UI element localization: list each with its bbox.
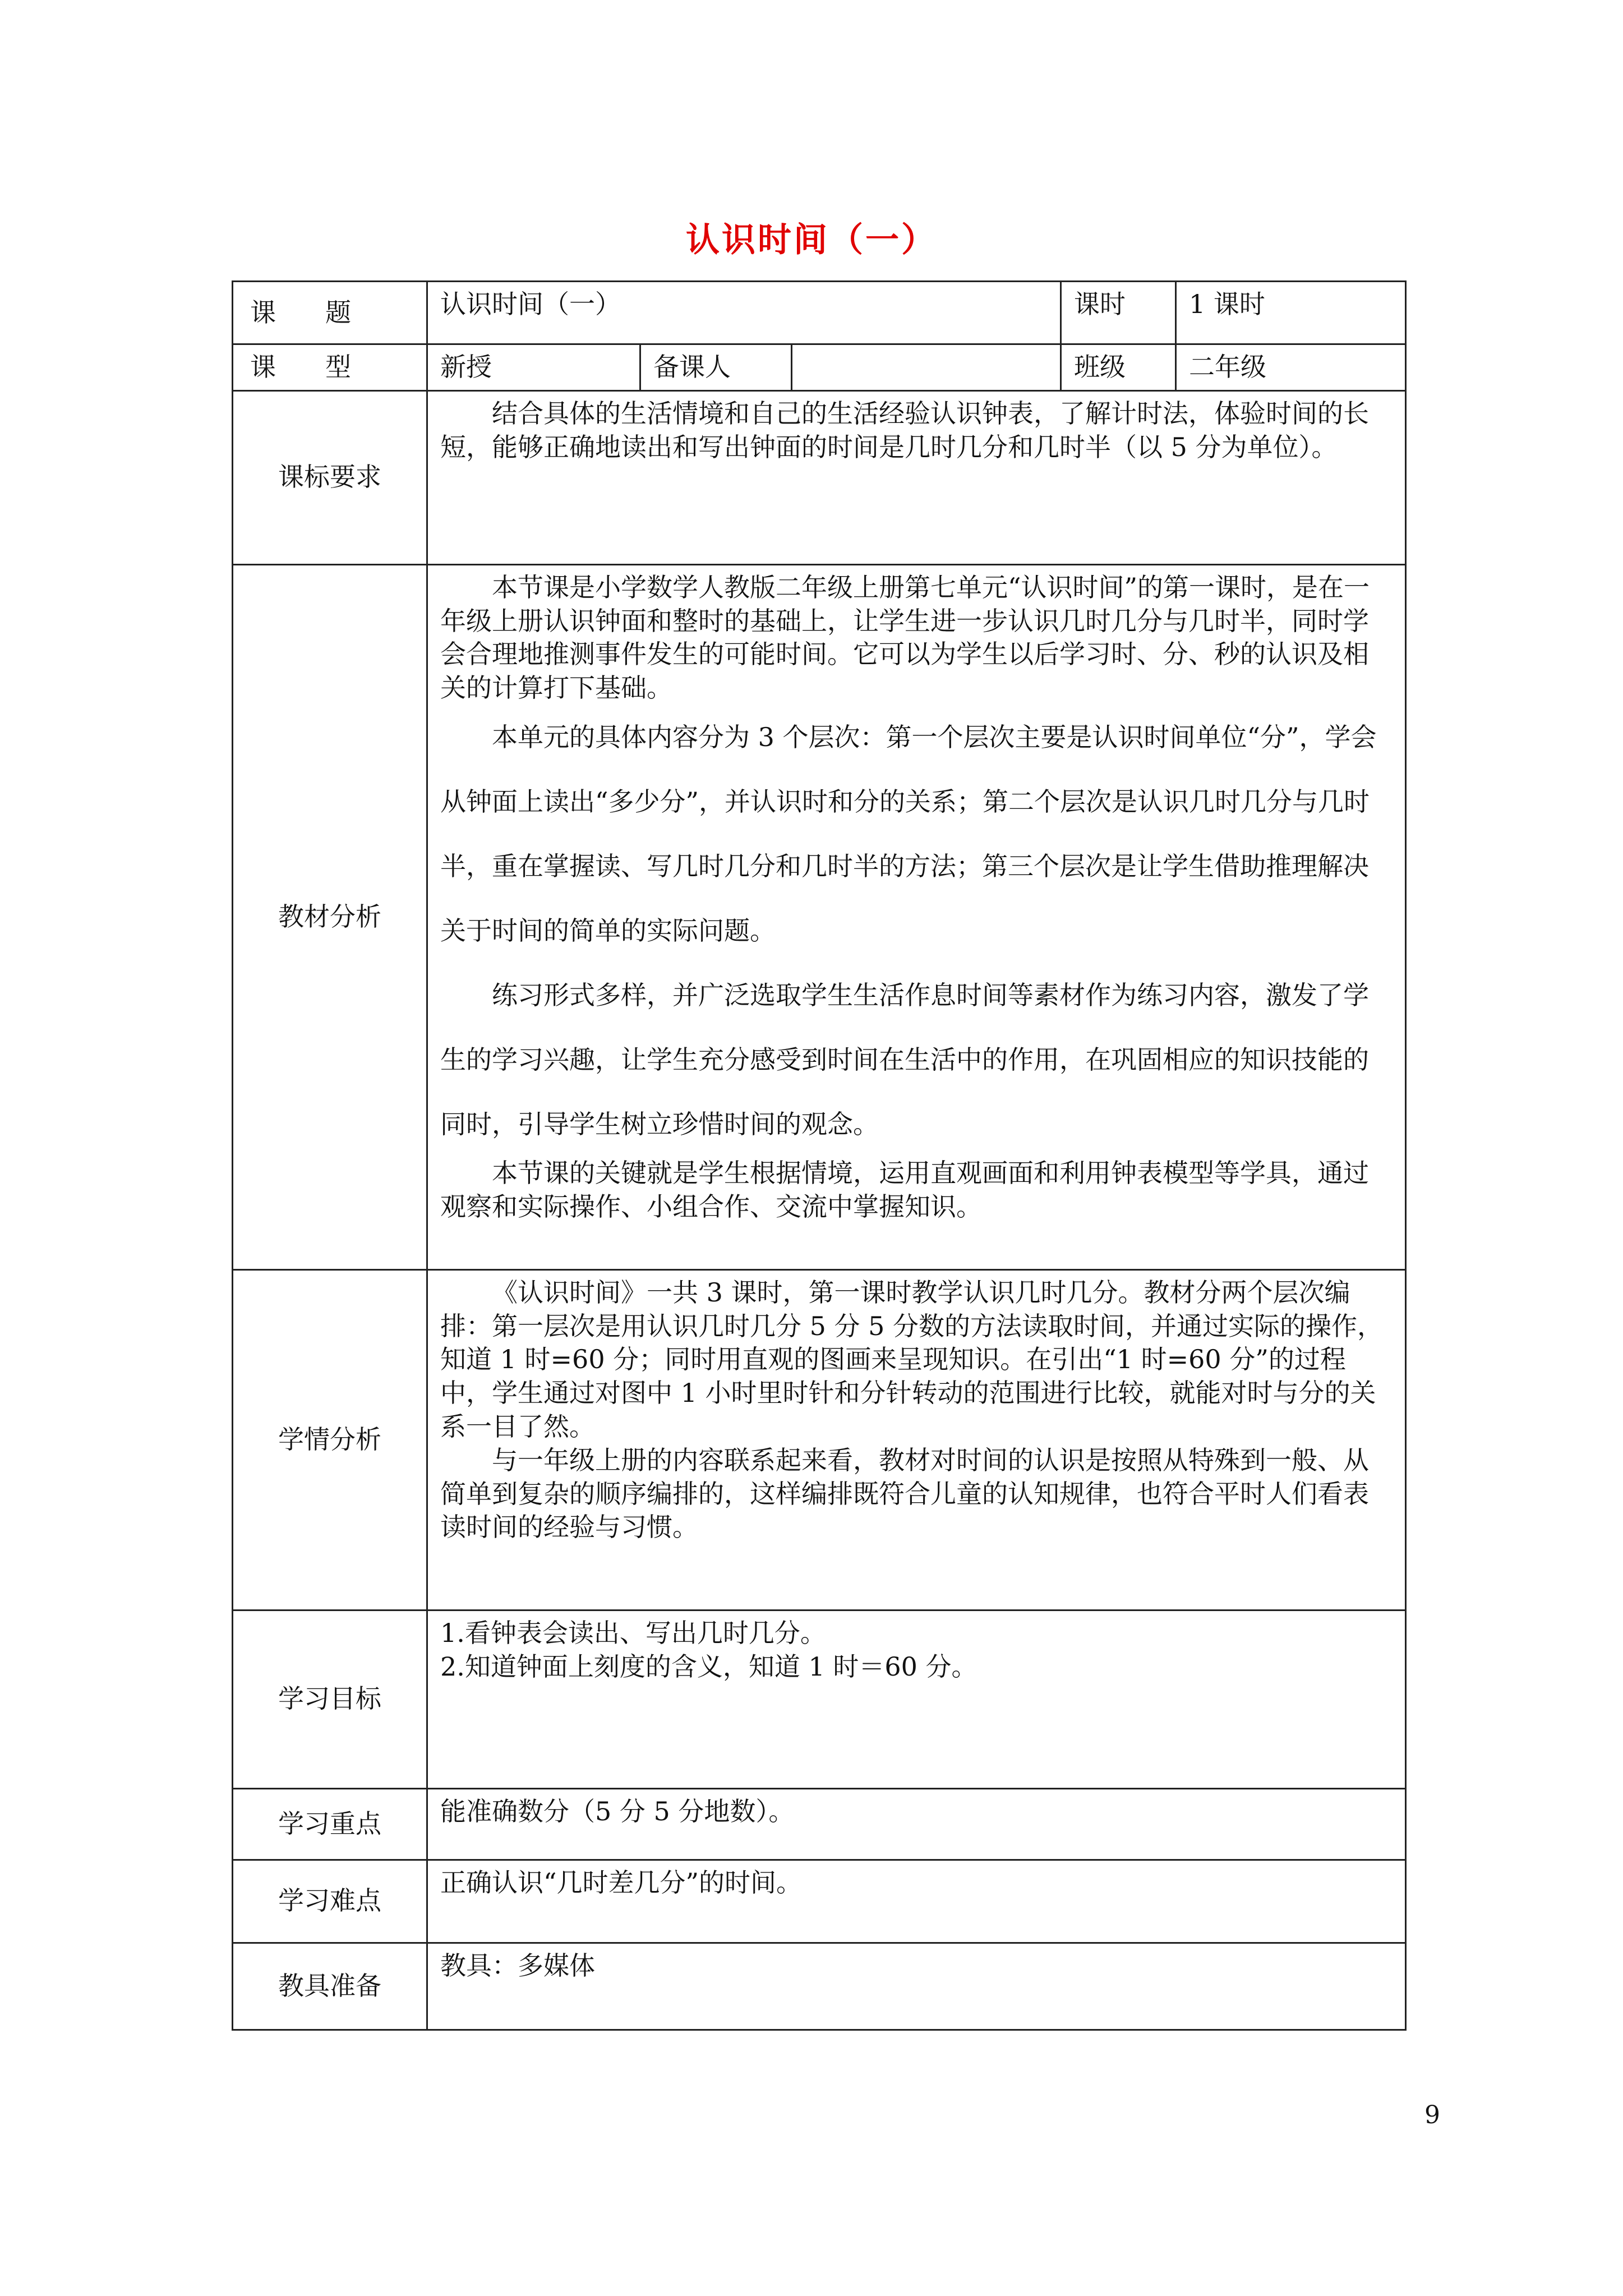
- tools-value: 教具：多媒体: [427, 1943, 1406, 2030]
- type-value: 新授: [427, 344, 640, 391]
- material-paragraph-3: 练习形式多样，并广泛选取学生生活作息时间等素材作为练习内容，激发了学生的学习兴趣，让学生充分感受到时间在生活中的作用，在巩固相应的知识技能的同时，引导学生树立珍惜时间的观念。: [440, 979, 1369, 1139]
- type-label: 课 型: [250, 352, 351, 382]
- key-points-label: 学习重点: [233, 1788, 427, 1860]
- key-points-value: 能准确数分（5 分 5 分地数）。: [427, 1788, 1406, 1860]
- material-paragraph-4: 本节课的关键就是学生根据情境，运用直观画面和利用钟表模型等学具，通过观察和实际操作、小组合作、交流中掌握知识。: [440, 1157, 1369, 1222]
- students-content: [427, 1269, 1406, 1610]
- objective-item-2: 2.知道钟面上刻度的含义，知道 1 时＝60 分。: [440, 1651, 978, 1682]
- preparer-label: 备课人: [640, 344, 792, 391]
- standards-label: 课标要求: [233, 390, 427, 564]
- topic-label-cell: [233, 282, 427, 344]
- row-students: [233, 1269, 1406, 1610]
- grade-label: 班级: [1061, 344, 1176, 391]
- difficulties-value: 正确认识“几时差几分”的时间。: [427, 1860, 1406, 1943]
- difficulties-label: 学习难点: [233, 1860, 427, 1943]
- type-label-cell: [233, 344, 427, 391]
- objective-item-1: 1.看钟表会读出、写出几时几分。: [440, 1617, 826, 1648]
- students-paragraph-1: 《认识时间》一共 3 课时，第一课时教学认识几时几分。教材分两个层次编排：第一层次是用认识几时几分 5 分 5 分数的方法读取时间，并通过实际的操作，知道 1 时=60 分；同时用直观的图画来呈现知识。在引出“1 时=60 分”的过程中，学生通过对图中 1 小时里时针和分针转动的范围进行比较，就能对时与分的关系一目了然。: [440, 1277, 1384, 1442]
- objectives-content: [427, 1610, 1406, 1788]
- objectives-label: 学习目标: [233, 1610, 427, 1788]
- row-material: [233, 564, 1406, 1269]
- standards-paragraph: 结合具体的生活情境和自己的生活经验认识钟表，了解计时法，体验时间的长短，能够正确地读出和写出钟面的时间是几时几分和几时半（以 5 分为单位）。: [440, 398, 1369, 462]
- row-topic: [233, 282, 1406, 344]
- topic-label: 课 题: [250, 297, 351, 328]
- lesson-plan-table: [232, 280, 1407, 2031]
- row-standards: [233, 390, 1406, 564]
- material-paragraph-2: 本单元的具体内容分为 3 个层次：第一个层次主要是认识时间单位“分”，学会从钟面上读出“多少分”，并认识时和分的关系；第二个层次是认识几时几分与几时半，重在掌握读、写几时几分和几时半的方法；第三个层次是让学生借助推理解决关于时间的简单的实际问题。: [440, 721, 1377, 946]
- page-title: 认识时间（一）: [686, 220, 937, 260]
- row-difficulties: [233, 1860, 1406, 1943]
- tools-label: 教具准备: [233, 1943, 427, 2030]
- material-paragraph-1: 本节课是小学数学人教版二年级上册第七单元“认识时间”的第一课时，是在一年级上册认识钟面和整时的基础上，让学生进一步认识几时几分与几时半，同时学会合理地推测事件发生的可能时间。它可以为学生以后学习时、分、秒的认识及相关的计算打下基础。: [440, 572, 1370, 703]
- standards-content: [427, 390, 1406, 564]
- material-content: [427, 564, 1406, 1269]
- page-number: 9: [1424, 2101, 1440, 2129]
- row-type: [233, 344, 1406, 391]
- students-label: 学情分析: [233, 1269, 427, 1610]
- hours-value: 1 课时: [1176, 282, 1406, 344]
- row-objectives: [233, 1610, 1406, 1788]
- row-key-points: [233, 1788, 1406, 1860]
- hours-label: 课时: [1061, 282, 1176, 344]
- preparer-value: [792, 344, 1061, 391]
- students-paragraph-2: 与一年级上册的内容联系起来看，教材对时间的认识是按照从特殊到一般、从简单到复杂的顺序编排的，这样编排既符合儿童的认知规律，也符合平时人们看表读时间的经验与习惯。: [440, 1444, 1369, 1543]
- topic-value: 认识时间（一）: [427, 282, 1061, 344]
- grade-value: 二年级: [1176, 344, 1406, 391]
- material-label: 教材分析: [233, 564, 427, 1269]
- row-tools: [233, 1943, 1406, 2030]
